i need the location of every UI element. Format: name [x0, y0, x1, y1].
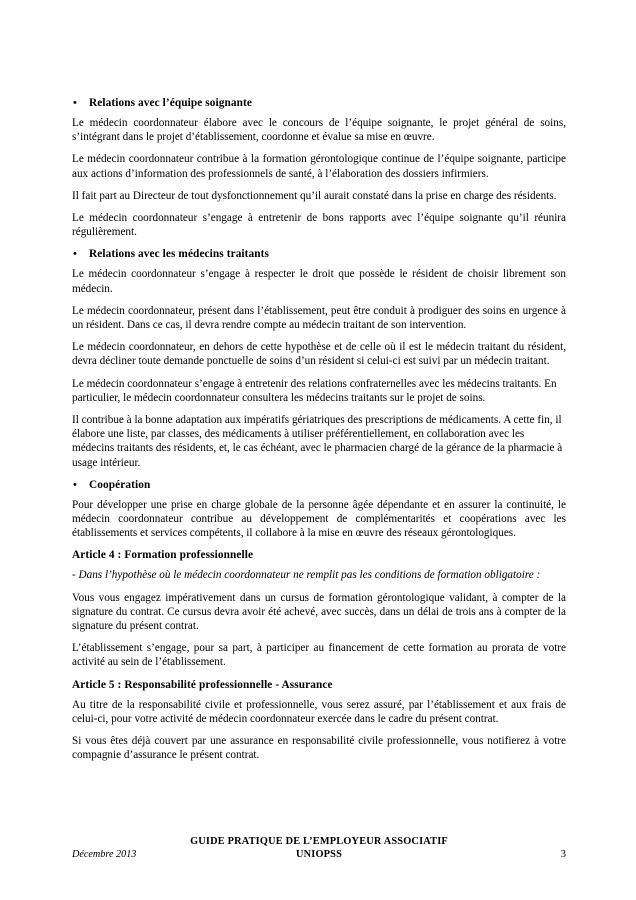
paragraph: Vous vous engagez impérativement dans un cursus de formation gérontologique validant, à compter de la signature du contrat. Ce cursus devra avoir été achevé, avec succès, dans un délai de trois ans à compter de la signature du présent contrat.	[72, 591, 566, 633]
paragraph: Il contribue à la bonne adaptation aux impératifs gériatriques des prescriptions de médicaments. A cette fin, il élabore une liste, par classes, des médicaments à utiliser préférentiellement, en collaboration avec les médecins traitants des résidents, et, le cas échéant, avec le pharmacien chargé de la gérance de la pharmacie à usage intérieur.	[72, 414, 563, 469]
paragraph: Au titre de la responsabilité civile et professionnelle, vous serez assuré, par l’établissement et aux frais de celui-ci, pour votre activité de médecin coordonnateur exercée dans le cadre du présent contrat.	[72, 698, 566, 725]
footer-title-line1: GUIDE PRATIQUE DE L’EMPLOYEUR ASSOCIATIF	[190, 836, 448, 847]
section-heading-relations-medecins-traitants	[72, 247, 566, 261]
page-footer	[72, 836, 566, 870]
paragraph: Le médecin coordonnateur s’engage à entretenir de bons rapports avec l’équipe soignante qu’il réunira régulièrement.	[72, 212, 566, 239]
paragraph: L’établissement s’engage, pour sa part, à participer au financement de cette formation au prorata de votre activité au sein de l’établissement.	[72, 642, 566, 669]
footer-date: Décembre 2013	[72, 849, 137, 860]
section-heading-relations-equipe-soignante	[72, 96, 566, 110]
article-4-italic-note: - Dans l’hypothèse où le médecin coordonnateur ne remplit pas les conditions de formation obligatoire :	[72, 569, 541, 582]
paragraph: Si vous êtes déjà couvert par une assurance en responsabilité civile professionnelle, vous notifierez à votre compagnie d’assurance le présent contrat.	[72, 735, 566, 762]
section-heading-label: Relations avec les médecins traitants	[89, 248, 270, 261]
bullet-icon: •	[73, 478, 77, 491]
paragraph: Le médecin coordonnateur s’engage à respecter le droit que possède le résident de choisir librement son médecin.	[72, 268, 566, 295]
section-heading-label: Relations avec l’équipe soignante	[89, 97, 253, 109]
paragraph: Il fait part au Directeur de tout dysfonctionnement qu’il aurait constaté dans la prise en charge des résidents.	[72, 189, 557, 202]
paragraph: Le médecin coordonnateur, en dehors de cette hypothèse et de celle où il est le médecin traitant du résident, devra décliner toute demande ponctuelle de soins d’un résident si celui-ci est suivi par un médecin traitant.	[72, 341, 566, 368]
bullet-icon: •	[73, 248, 77, 261]
footer-title-line2: UNIOPSS	[295, 848, 343, 860]
paragraph: Pour développer une prise en charge globale de la personne âgée dépendante et en assurer la continuité, le médecin coordonnateur contribue au développement de complémentarités et coopérations avec les établissements et services compétents, il collabore à la mise en œuvre des réseaux gérontologiques.	[72, 498, 566, 540]
paragraph: Le médecin coordonnateur s’engage à entretenir des relations confraternelles avec les médecins traitants. En particulier, le médecin coordonnateur consultera les médecins traitants sur le projet de soins.	[72, 377, 557, 404]
document-body	[72, 96, 566, 771]
footer-page-number: 3	[560, 849, 566, 860]
section-heading-cooperation	[72, 478, 566, 492]
footer-title	[72, 836, 566, 861]
article-heading-4: Article 4 : Formation professionnelle	[72, 549, 254, 562]
paragraph: Le médecin coordonnateur contribue à la formation gérontologique continue de l’équipe soignante, participe aux actions d’information des professionnels de santé, à l’élaboration des dossiers infirmiers.	[72, 153, 566, 180]
article-heading-5: Article 5 : Responsabilité professionnelle - Assurance	[72, 678, 333, 691]
paragraph: Le médecin coordonnateur, présent dans l’établissement, peut être conduit à prodiguer des soins en urgence à un résident. Dans ce cas, il devra rendre compte au médecin traitant de son intervention.	[72, 304, 566, 332]
paragraph: Le médecin coordonnateur élabore avec le concours de l’équipe soignante, le projet général de soins, s’intégrant dans le projet d’établissement, coordonne et évalue sa mise en œuvre.	[72, 117, 566, 144]
bullet-icon: •	[73, 97, 77, 109]
section-heading-label: Coopération	[89, 478, 151, 491]
